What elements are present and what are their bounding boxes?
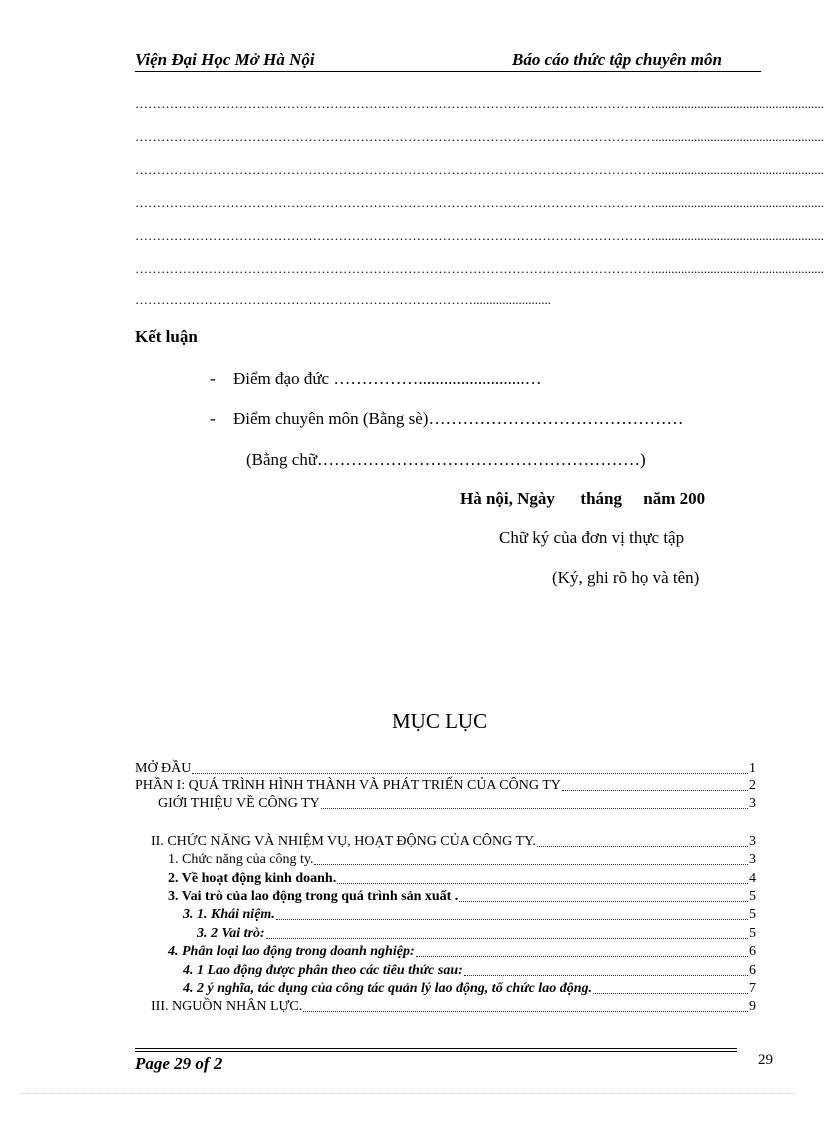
dotted-line-6: ………………………………………………………………………………………………………….................................................... bbox=[135, 261, 824, 276]
toc-leader bbox=[459, 901, 748, 902]
toc-leader bbox=[321, 808, 748, 809]
toc-entry-title: III. NGUỒN NHÂN LỰC. bbox=[151, 999, 303, 1014]
toc-leader bbox=[416, 956, 748, 957]
footer-page-number: 29 bbox=[758, 1052, 773, 1068]
toc-leader bbox=[266, 938, 748, 939]
score-in-words-field: (Bằng chữ…………………………………………………) bbox=[246, 450, 646, 469]
dotted-line-1: ………………………………………………………………………………………………………….................................................... bbox=[135, 96, 824, 111]
toc-entry[interactable] bbox=[135, 761, 756, 777]
toc-entry-page: 3 bbox=[749, 852, 756, 867]
page-bottom-edge bbox=[20, 1093, 796, 1094]
toc-leader bbox=[303, 1011, 748, 1012]
toc-entry[interactable] bbox=[135, 871, 756, 887]
dotted-line-2: ………………………………………………………………………………………………………….................................................... bbox=[135, 129, 824, 144]
toc-entry-page: 6 bbox=[749, 963, 756, 978]
toc-leader bbox=[337, 883, 748, 884]
toc-entry[interactable] bbox=[135, 852, 756, 868]
toc-entry[interactable] bbox=[135, 963, 756, 979]
toc-entry[interactable] bbox=[135, 907, 756, 923]
footer-rule bbox=[135, 1051, 737, 1052]
toc-entry-page: 4 bbox=[749, 871, 756, 886]
toc-entry-page: 5 bbox=[749, 889, 756, 904]
date-line: Hà nội, Ngày tháng năm 200 bbox=[460, 489, 706, 508]
dotted-line-4: ………………………………………………………………………………………………………….................................................... bbox=[135, 195, 824, 210]
ethics-score-field: Điểm đạo đức …………….........................… bbox=[233, 369, 542, 388]
signature-note: (Ký, ghi rõ họ và tên) bbox=[552, 568, 700, 587]
footer-rule bbox=[135, 1048, 737, 1049]
toc-entry-title: 4. Phân loại lao động trong doanh nghiệp: bbox=[168, 944, 415, 959]
toc-entry-page: 7 bbox=[749, 981, 756, 996]
toc-entry-title: PHẦN I: QUÁ TRÌNH HÌNH THÀNH VÀ PHÁT TRIỂN CỦA CÔNG TY bbox=[135, 778, 561, 793]
signature-label: Chữ ký của đơn vị thực tập bbox=[499, 528, 685, 547]
toc-entry[interactable] bbox=[135, 778, 756, 794]
toc-entry-title: 4. 2 ý nghĩa, tác dụng của công tác quản lý lao động, tổ chức lao động. bbox=[183, 981, 592, 996]
toc-entry-title: 4. 1 Lao động được phân theo các tiêu thức sau: bbox=[183, 963, 463, 978]
bullet-dash: - bbox=[210, 369, 216, 388]
footer-page-label: Page 29 of 2 bbox=[135, 1054, 223, 1073]
toc-entry-page: 5 bbox=[749, 926, 756, 941]
toc-entry[interactable] bbox=[135, 926, 756, 942]
toc-leader bbox=[314, 864, 748, 865]
toc-title: MỤC LỤC bbox=[392, 709, 488, 733]
toc-entry[interactable] bbox=[135, 999, 756, 1015]
toc-leader bbox=[593, 993, 748, 994]
toc-leader bbox=[276, 919, 748, 920]
toc-entry[interactable] bbox=[135, 944, 756, 960]
toc-entry-title: GIỚI THIỆU VỀ CÔNG TY bbox=[158, 796, 320, 811]
toc-leader bbox=[537, 846, 748, 847]
toc-entry-page: 6 bbox=[749, 944, 756, 959]
toc-leader bbox=[464, 975, 748, 976]
dotted-line-3: ………………………………………………………………………………………………………….................................................... bbox=[135, 162, 824, 177]
toc-entry[interactable] bbox=[135, 834, 756, 850]
toc-entry-page: 3 bbox=[749, 834, 756, 849]
toc-leader bbox=[562, 790, 748, 791]
toc-entry-title: 2. Về hoạt động kinh doanh. bbox=[168, 871, 337, 886]
toc-entry[interactable] bbox=[135, 889, 756, 905]
dotted-line-5: ………………………………………………………………………………………………………….................................................... bbox=[135, 228, 824, 243]
toc-entry-title: 1. Chức năng của công ty. bbox=[168, 852, 314, 867]
toc-leader bbox=[192, 773, 748, 774]
dotted-line-7: ……………………………………………………………………........................ bbox=[135, 292, 551, 307]
toc-entry-page: 1 bbox=[749, 761, 756, 776]
toc-entry-page: 5 bbox=[749, 907, 756, 922]
toc-entry-title: MỞ ĐẦU bbox=[135, 761, 192, 776]
toc-entry-page: 3 bbox=[749, 796, 756, 811]
toc-entry-title: 3. Vai trò của lao động trong quá trình sản xuất . bbox=[168, 889, 459, 904]
bullet-dash: - bbox=[210, 409, 216, 428]
conclusion-heading: Kết luận bbox=[135, 327, 198, 346]
toc-entry-page: 2 bbox=[749, 778, 756, 793]
toc-entry-title: 3. 1. Khái niệm. bbox=[183, 907, 275, 922]
toc-entry-title: 3. 2 Vai trò: bbox=[197, 926, 265, 941]
header-report-title: Báo cáo thức tập chuyên môn bbox=[512, 50, 722, 69]
expertise-score-field: Điểm chuyên môn (Bằng sè)……………………………………… bbox=[233, 409, 684, 428]
toc-entry-title: II. CHỨC NĂNG VÀ NHIỆM VỤ, HOẠT ĐỘNG CỦA CÔNG TY. bbox=[151, 834, 536, 849]
toc-entry[interactable] bbox=[135, 981, 756, 997]
toc-entry[interactable] bbox=[135, 796, 756, 812]
header-institute: Viện Đại Học Mở Hà Nội bbox=[135, 50, 315, 69]
toc-entry-page: 9 bbox=[749, 999, 756, 1014]
header-rule bbox=[135, 71, 761, 72]
